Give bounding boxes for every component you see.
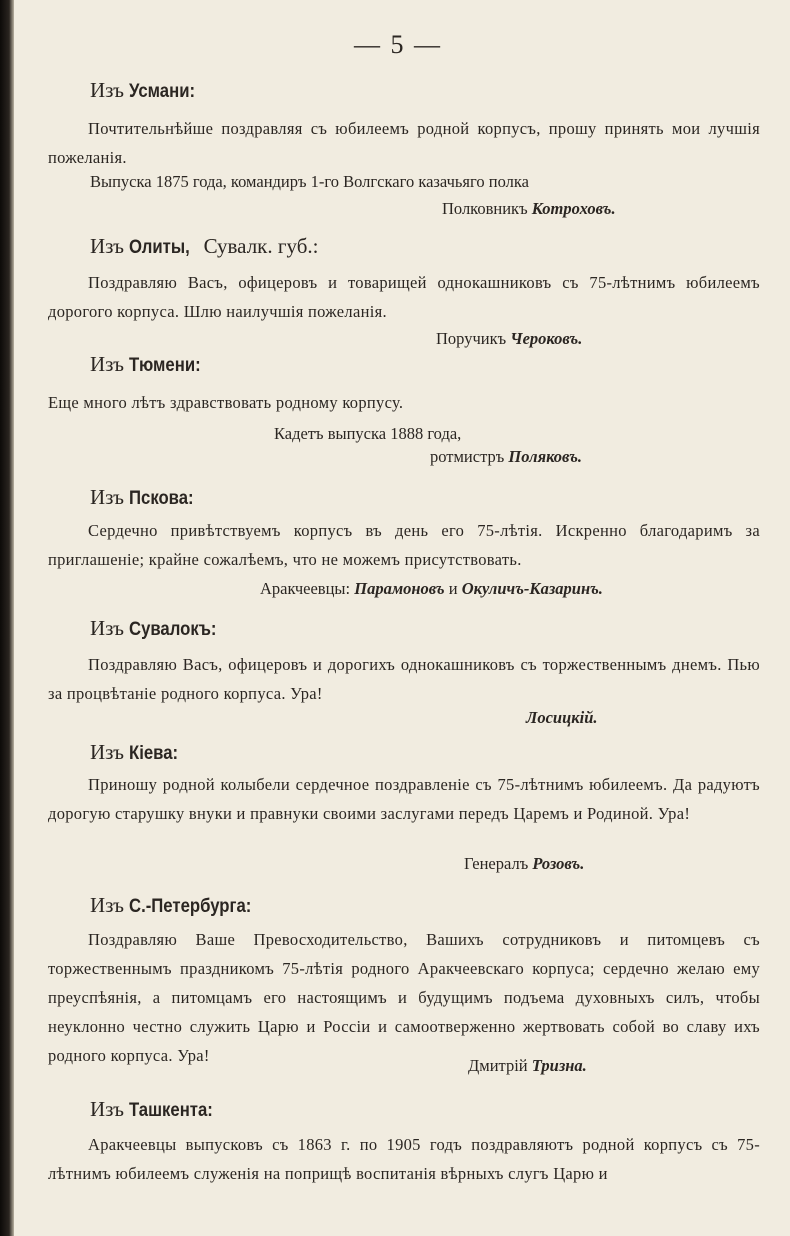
signature-line: Кадетъ выпуска 1888 года, [274,424,462,443]
heading-city: Усмани: [129,81,196,102]
signature-rank: Генералъ [464,854,529,873]
signature [526,708,598,728]
signature-conjunction: и [448,579,458,598]
signature-rank: Полковникъ [442,199,528,218]
section-heading [90,485,203,510]
signature-name: Тризна. [531,1056,587,1075]
section-heading [90,78,204,103]
signature [430,447,582,467]
signature [468,1056,587,1076]
section-heading [90,740,185,765]
signature-name: Окуличъ-Казаринъ. [461,579,603,598]
section-heading [90,1097,225,1122]
signature-line: Выпуска 1875 года, командиръ 1-го Волгскаго казачьяго полка [90,172,529,191]
section-heading [90,352,211,377]
telegram-text: Поздравляю Васъ, офицеровъ и товарищей однокашниковъ съ 75-лѣтнимъ юбилеемъ дорогого корпуса. Шлю наилучшія пожеланія. [48,273,760,321]
signature [260,579,603,599]
signature-label: Аракчеевцы: [260,579,351,598]
signature [442,199,616,219]
document-page [38,0,758,1236]
heading-prefix: Изъ [90,234,124,258]
signature-name: Розовъ. [532,854,585,873]
heading-city: Ташкента: [129,1100,214,1121]
signature [436,329,582,349]
signature-name: Котроховъ. [531,199,616,218]
telegram-text: Почтительнѣйше поздравляя съ юбилеемъ родной корпусъ, прошу принять мои лучшія пожеланія. [48,119,760,167]
heading-city: Кіева: [129,743,179,764]
telegram-text: Аракчеевцы выпусковъ съ 1863 г. по 1905 годъ поздравляютъ родной корпусъ съ 75-лѣтнимъ юбилеемъ служенія на поприщѣ воспитанія вѣрныхъ слугъ Царю и [48,1135,760,1183]
heading-prefix: Изъ [90,893,124,917]
heading-city: Сувалокъ: [129,619,217,640]
telegram-text: Сердечно привѣтствуемъ корпусъ въ день его 75-лѣтія. Искренно благодаримъ за приглашеніе; крайне сожалѣемъ, что не можемъ присутствовать. [48,521,760,569]
telegram-text: Поздравляю Васъ, офицеровъ и дорогихъ однокашниковъ съ торжественнымъ днемъ. Пью за процвѣтаніе родного корпуса. Ура! [48,655,760,703]
heading-prefix: Изъ [90,78,124,102]
heading-prefix: Изъ [90,1097,124,1121]
signature [464,854,584,874]
signature-name: Поляковъ. [508,447,583,466]
page-number: — 5 — [354,30,442,59]
heading-city-suffix: Сувалк. губ.: [203,234,319,258]
section-heading [90,616,229,641]
signature-name: Лосицкій. [526,708,598,727]
heading-prefix: Изъ [90,616,124,640]
telegram-text: Поздравляю Ваше Превосходительство, Вашихъ сотрудниковъ и питомцевъ съ торжественнымъ праздникомъ 75-лѣтія родного Аракчеевскаго корпуса; сердечно желаю ему преуспѣянія, а питомцамъ его настоящимъ и будущимъ подъема духовныхъ силъ, чтобы неуклонно честно служить Царю и Россіи и самоотверженно жертвовать собой во славу ихъ родного корпуса. Ура! [48,930,760,1065]
signature-rank: Поручикъ [436,329,507,348]
heading-prefix: Изъ [90,352,124,376]
book-binding-edge [0,0,14,1236]
signature-first-name: Дмитрій [468,1056,528,1075]
heading-prefix: Изъ [90,485,124,509]
heading-prefix: Изъ [90,740,124,764]
telegram-text: Еще много лѣтъ здравствовать родному корпусу. [48,393,404,412]
heading-city: Олиты, [129,237,191,258]
heading-city: Тюмени: [129,355,201,376]
signature-rank: ротмистръ [430,447,505,466]
section-heading [90,893,268,918]
telegram-text: Приношу родной колыбели сердечное поздравленіе съ 75-лѣтнимъ юбилеемъ. Да радуютъ дорогую старушку внуки и правнуки своими заслугами передъ Царемъ и Родиной. Ура! [48,775,760,823]
section-heading [90,234,318,259]
heading-city: Пскова: [129,488,194,509]
heading-city: С.-Петербурга: [129,896,252,917]
signature-name: Парамоновъ [354,579,445,598]
signature-name: Чероковъ. [510,329,583,348]
